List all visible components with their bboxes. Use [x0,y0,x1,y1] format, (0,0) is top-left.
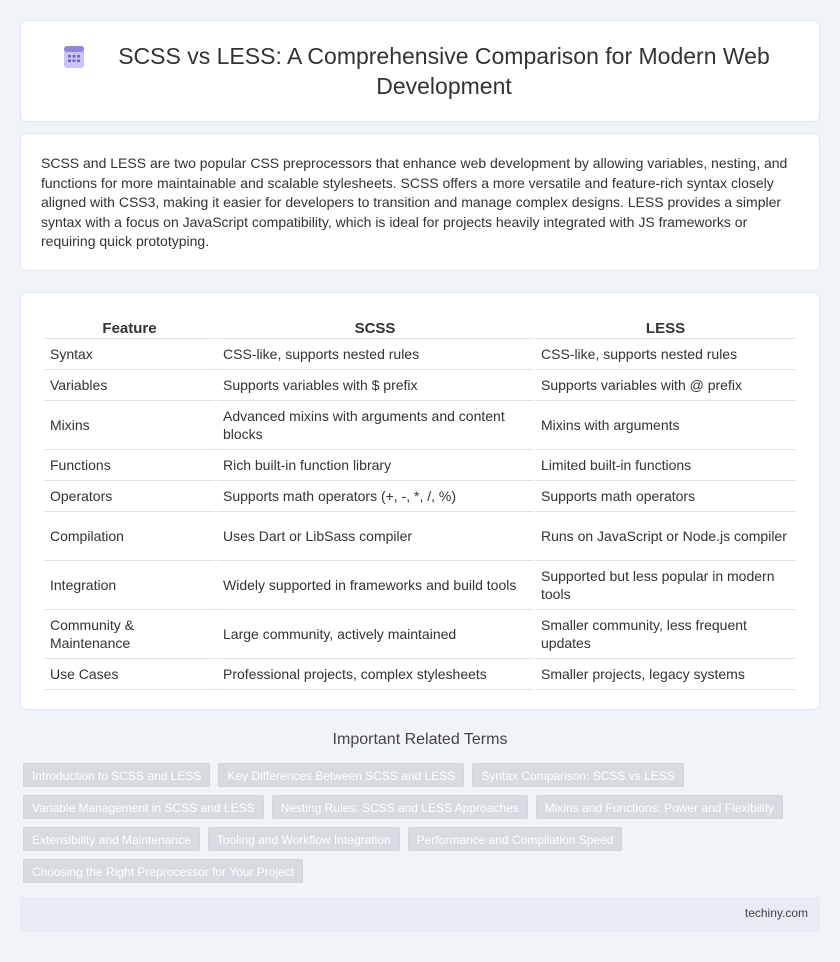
table-row [44,339,796,370]
table-row [44,610,796,659]
header-card [20,20,820,122]
related-tag[interactable]: Variable Management in SCSS and LESS [23,795,264,819]
related-tag[interactable]: Performance and Compilation Speed [408,827,623,851]
related-terms-title: Important Related Terms [332,731,508,748]
less-cell: Smaller projects, legacy systems [535,659,796,690]
table-header-row [44,313,796,339]
table-row [44,512,796,561]
header-scss: SCSS [217,313,533,339]
feature-cell: Compilation [44,512,215,561]
related-terms-tags [23,763,813,883]
document-icon [61,44,87,70]
related-tag[interactable]: Extensibility and Maintenance [23,827,200,851]
related-tag[interactable]: Syntax Comparison: SCSS vs LESS [472,763,683,787]
related-tag[interactable]: Choosing the Right Preprocessor for Your Project [23,859,303,883]
intro-paragraph: SCSS and LESS are two popular CSS preprocessors that enhance web development by allowing variables, nesting, and functions for more maintainable and scalable stylesheets. SCSS offers a more versatile and feature-rich syntax closely aligned with CSS3, making it easier for developers to transition and manage complex designs. LESS provides a simpler syntax with a focus on JavaScript compatibility, which is ideal for projects heavily integrated with JS frameworks or requiring quick prototyping. [41,155,788,249]
less-cell: CSS-like, supports nested rules [535,339,796,370]
feature-cell: Functions [44,450,215,481]
less-cell: Supports math operators [535,481,796,512]
feature-cell: Mixins [44,401,215,450]
scss-cell: Rich built-in function library [217,450,533,481]
related-tag[interactable]: Nesting Rules: SCSS and LESS Approaches [272,795,528,819]
less-cell: Limited built-in functions [535,450,796,481]
table-row [44,401,796,450]
page-title: SCSS vs LESS: A Comprehensive Comparison for Modern Web Development [118,43,770,99]
related-tag[interactable]: Introduction to SCSS and LESS [23,763,210,787]
related-tag[interactable]: Tooling and Workflow Integration [208,827,400,851]
comparison-table-card [20,292,820,710]
feature-cell: Integration [44,561,215,610]
header-less: LESS [535,313,796,339]
scss-cell: Uses Dart or LibSass compiler [217,512,533,561]
scss-cell: Supports variables with $ prefix [217,370,533,401]
scss-cell: Widely supported in frameworks and build tools [217,561,533,610]
less-cell: Runs on JavaScript or Node.js compiler [535,512,796,561]
scss-cell: CSS-like, supports nested rules [217,339,533,370]
scss-cell: Professional projects, complex stylesheets [217,659,533,690]
feature-cell: Syntax [44,339,215,370]
table-row [44,370,796,401]
footer [20,897,820,932]
feature-cell: Use Cases [44,659,215,690]
less-cell: Supported but less popular in modern tools [535,561,796,610]
feature-cell: Operators [44,481,215,512]
related-tag[interactable]: Mixins and Functions: Power and Flexibility [536,795,783,819]
less-cell: Mixins with arguments [535,401,796,450]
less-cell: Smaller community, less frequent updates [535,610,796,659]
table-row [44,450,796,481]
intro-card [20,133,820,271]
feature-cell: Community & Maintenance [44,610,215,659]
scss-cell: Advanced mixins with arguments and content blocks [217,401,533,450]
scss-cell: Large community, actively maintained [217,610,533,659]
related-tag[interactable]: Key Differences Between SCSS and LESS [218,763,464,787]
table-row [44,659,796,690]
table-row [44,481,796,512]
footer-site: techiny.com [744,906,808,920]
header-feature: Feature [44,313,215,339]
comparison-table [42,313,798,690]
feature-cell: Variables [44,370,215,401]
table-row [44,561,796,610]
scss-cell: Supports math operators (+, -, *, /, %) [217,481,533,512]
less-cell: Supports variables with @ prefix [535,370,796,401]
